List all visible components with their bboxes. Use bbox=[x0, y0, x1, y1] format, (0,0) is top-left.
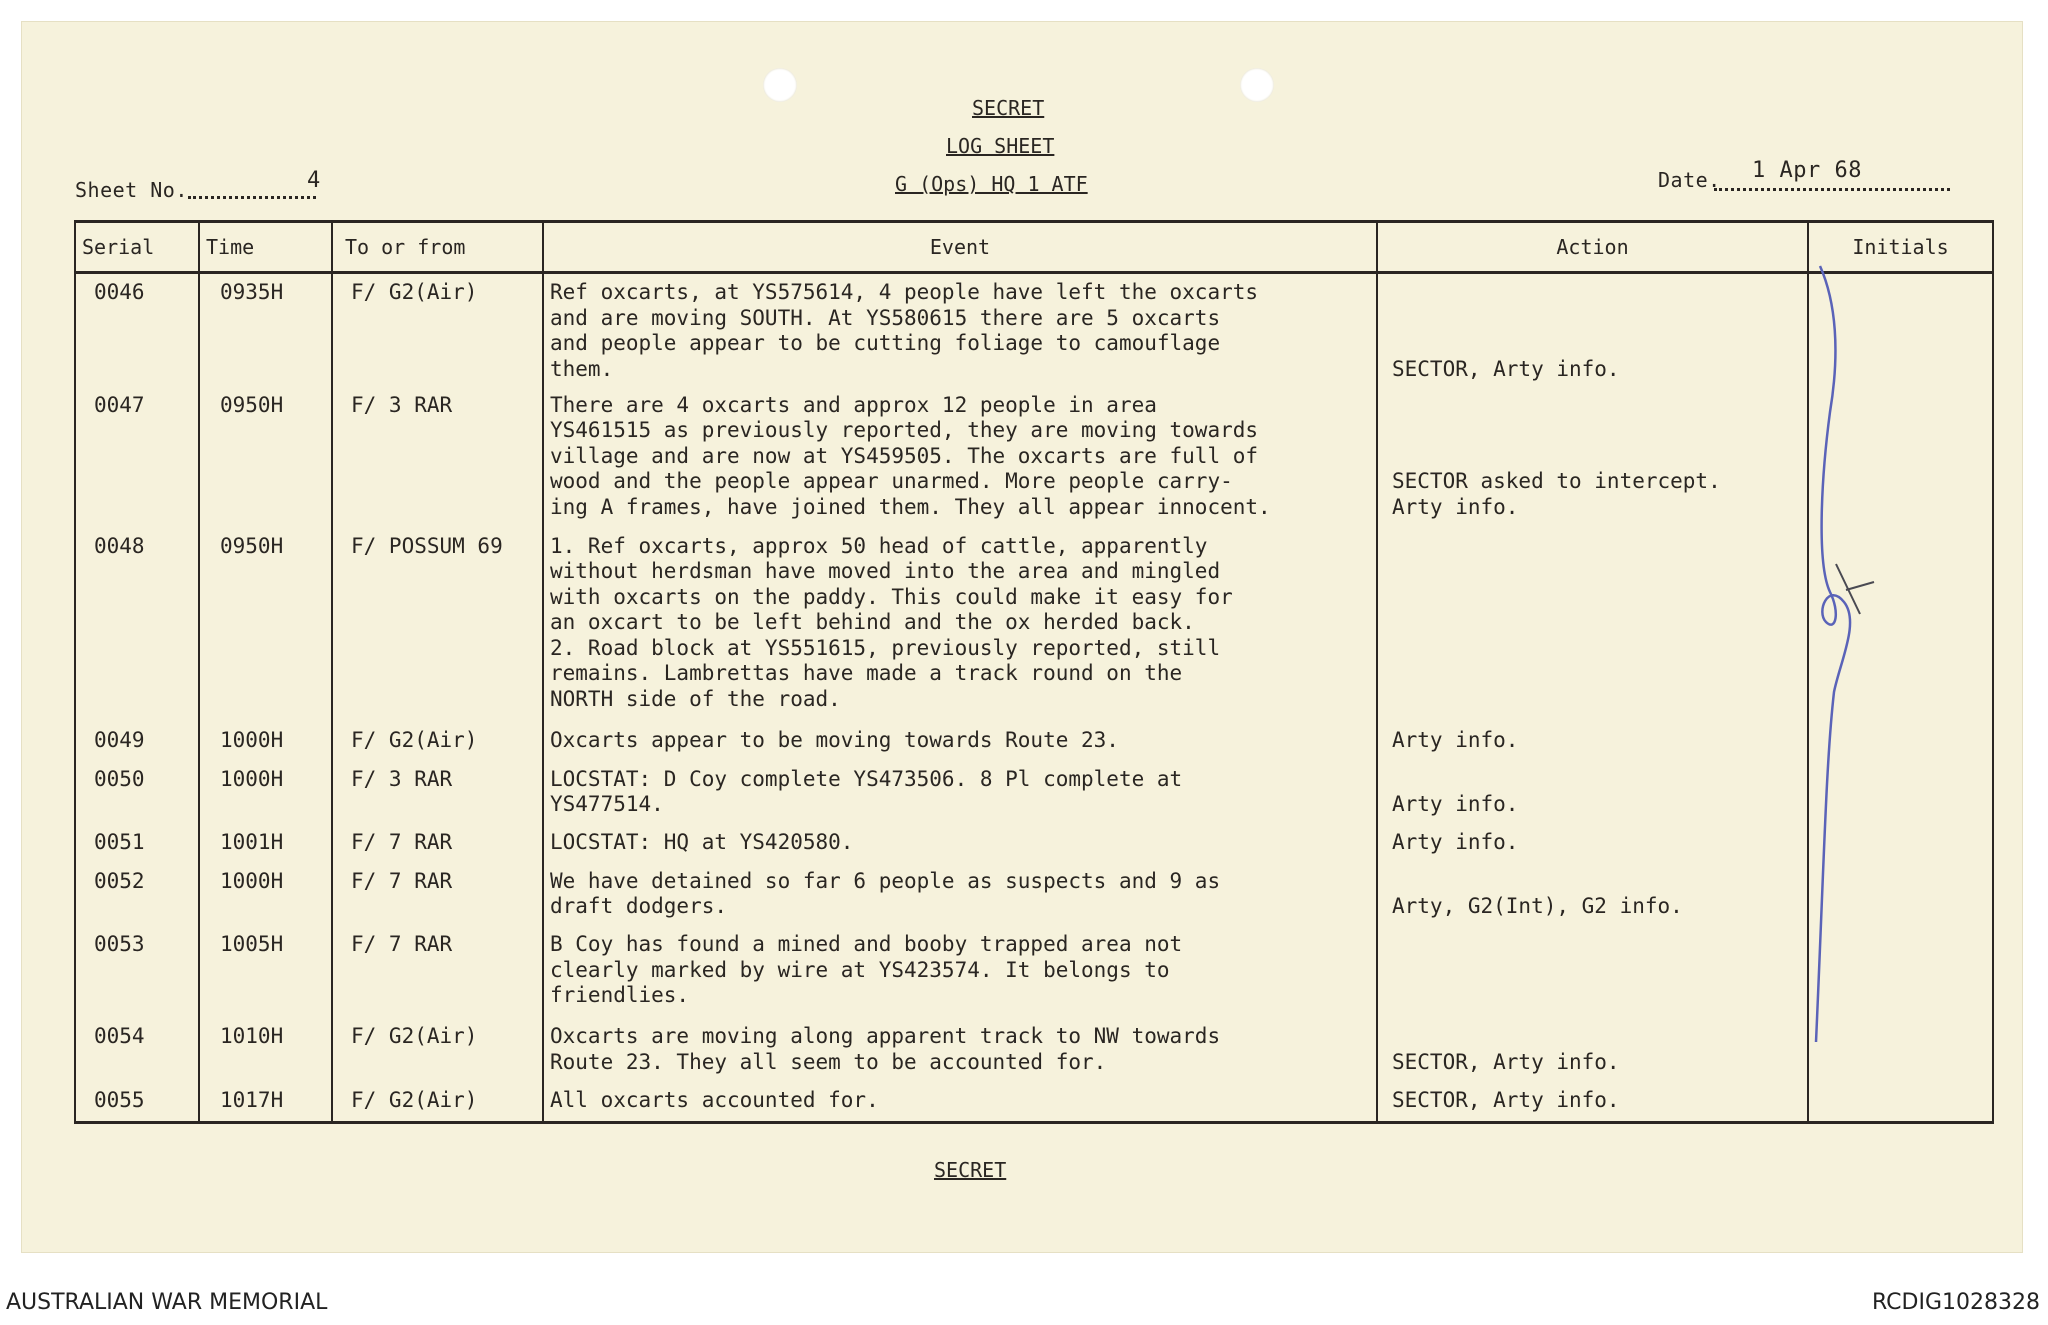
to-from-cell: F/ 3 RAR bbox=[351, 766, 453, 791]
col-header-to-or-from: To or from bbox=[332, 222, 543, 273]
action-cell: Arty info. bbox=[1392, 728, 1519, 753]
time-cell: 1000H bbox=[220, 766, 284, 791]
time-cell: 0950H bbox=[220, 392, 284, 417]
to-from-cell: F/ G2(Air) bbox=[351, 1024, 478, 1049]
table-row bbox=[75, 722, 1993, 761]
document-subtitle: G (Ops) HQ 1 ATF bbox=[895, 172, 1088, 196]
event-cell: Oxcarts are moving along apparent track to NW towards Route 23. They all seem to be accounted for. bbox=[550, 1024, 1221, 1074]
sheet-no-label: Sheet No. bbox=[75, 178, 188, 202]
event-cell: Oxcarts appear to be moving towards Route 23. bbox=[550, 728, 1119, 753]
date-dots bbox=[1714, 188, 1950, 191]
sheet-no-dots bbox=[188, 196, 316, 199]
serial-cell: 0054 bbox=[94, 1024, 145, 1049]
event-cell: LOCSTAT: HQ at YS420580. bbox=[550, 830, 854, 855]
time-cell: 1017H bbox=[220, 1087, 284, 1112]
initials-pen-mark bbox=[1800, 262, 1920, 1062]
time-cell: 1000H bbox=[220, 728, 284, 753]
action-cell: Arty, G2(Int), G2 info. bbox=[1392, 894, 1683, 919]
action-cell: Arty info. bbox=[1392, 830, 1519, 855]
time-cell: 0935H bbox=[220, 280, 284, 304]
to-from-cell: F/ G2(Air) bbox=[351, 1087, 478, 1112]
table-row bbox=[75, 387, 1993, 528]
serial-cell: 0047 bbox=[94, 392, 145, 417]
classification-top: SECRET bbox=[972, 96, 1045, 120]
table-row bbox=[75, 1018, 1993, 1081]
to-from-cell: F/ POSSUM 69 bbox=[351, 533, 503, 558]
punch-hole-left bbox=[763, 68, 797, 102]
to-from-cell: F/ 3 RAR bbox=[351, 392, 453, 417]
date-label: Date. bbox=[1658, 168, 1721, 192]
serial-cell: 0046 bbox=[94, 280, 145, 304]
table-row bbox=[75, 926, 1993, 1018]
serial-cell: 0049 bbox=[94, 728, 145, 753]
table-row bbox=[75, 273, 1993, 387]
col-header-initials: Initials bbox=[1808, 222, 1993, 273]
serial-cell: 0052 bbox=[94, 868, 145, 893]
event-cell: B Coy has found a mined and booby trapped area not clearly marked by wire at YS423574. It belongs to friendlies. bbox=[550, 932, 1183, 1008]
action-cell: SECTOR, Arty info. bbox=[1392, 356, 1620, 381]
event-cell: We have detained so far 6 people as suspects and 9 as draft dodgers. bbox=[550, 868, 1221, 919]
table-header-row bbox=[75, 222, 1993, 273]
punch-hole-right bbox=[1240, 68, 1274, 102]
time-cell: 0950H bbox=[220, 533, 284, 558]
col-header-serial: Serial bbox=[75, 222, 199, 273]
table-row bbox=[75, 1082, 1993, 1123]
action-cell: SECTOR, Arty info. bbox=[1392, 1087, 1620, 1112]
serial-cell: 0055 bbox=[94, 1087, 145, 1112]
serial-cell: 0053 bbox=[94, 932, 145, 957]
col-header-action: Action bbox=[1377, 222, 1808, 273]
event-cell: Ref oxcarts, at YS575614, 4 people have left the oxcarts and are moving SOUTH. At YS580615 there are 5 oxcarts and people appear to be cutting foliage to camouflage them. bbox=[550, 280, 1259, 381]
action-cell: SECTOR, Arty info. bbox=[1392, 1049, 1620, 1074]
table-row bbox=[75, 824, 1993, 863]
date-value: 1 Apr 68 bbox=[1752, 158, 1862, 183]
serial-cell: 0048 bbox=[94, 533, 145, 558]
serial-cell: 0050 bbox=[94, 766, 145, 791]
time-cell: 1000H bbox=[220, 868, 284, 893]
time-cell: 1005H bbox=[220, 932, 284, 957]
col-header-time: Time bbox=[199, 222, 332, 273]
table-row bbox=[75, 761, 1993, 824]
to-from-cell: F/ 7 RAR bbox=[351, 932, 453, 957]
to-from-cell: F/ 7 RAR bbox=[351, 830, 453, 855]
footer-record-id: RCDIG1028328 bbox=[1871, 1290, 2040, 1315]
event-cell: 1. Ref oxcarts, approx 50 head of cattle, apparently without herdsman have moved into the area and mingled with oxcarts on the paddy. This could make it easy for an oxcart to be left behind and the ox herded back. 2. Road block at YS551615, previously reported, still remains. Lambrettas have made a track round on the NORTH side of the road. bbox=[550, 533, 1233, 711]
log-table bbox=[74, 220, 1994, 1124]
time-cell: 1010H bbox=[220, 1024, 284, 1049]
sheet-no-value: 4 bbox=[307, 168, 321, 193]
footer-archive-name: AUSTRALIAN WAR MEMORIAL bbox=[6, 1290, 328, 1315]
document-title: LOG SHEET bbox=[946, 134, 1055, 158]
to-from-cell: F/ G2(Air) bbox=[351, 728, 478, 753]
to-from-cell: F/ 7 RAR bbox=[351, 868, 453, 893]
col-header-event: Event bbox=[543, 222, 1377, 273]
action-cell: SECTOR asked to intercept. Arty info. bbox=[1392, 469, 1721, 519]
to-from-cell: F/ G2(Air) bbox=[351, 280, 478, 304]
event-cell: LOCSTAT: D Coy complete YS473506. 8 Pl complete at YS477514. bbox=[550, 766, 1183, 817]
table-row bbox=[75, 528, 1993, 722]
time-cell: 1001H bbox=[220, 830, 284, 855]
table-row bbox=[75, 863, 1993, 926]
serial-cell: 0051 bbox=[94, 830, 145, 855]
event-cell: There are 4 oxcarts and approx 12 people in area YS461515 as previously reported, they are moving towards village and are now at YS459505. The oxcarts are full of wood and the people appear unarmed. More people carry- ing A frames, have joined them. They all appear innocent. bbox=[550, 392, 1271, 519]
classification-bottom: SECRET bbox=[934, 1158, 1007, 1182]
event-cell: All oxcarts accounted for. bbox=[550, 1087, 879, 1112]
action-cell: Arty info. bbox=[1392, 792, 1519, 817]
